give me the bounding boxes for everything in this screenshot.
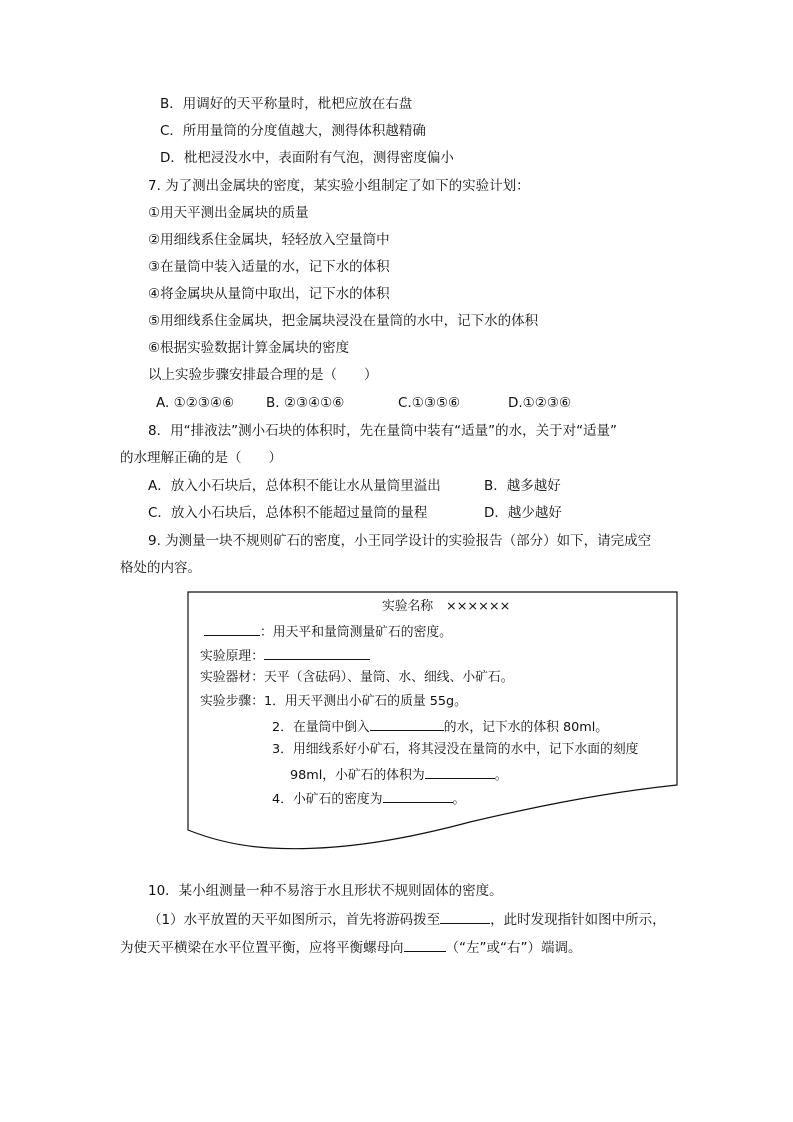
q7-step-5: ⑤用细线系住金属块，把金属块浸没在量筒的水中，记下水的体积	[148, 313, 539, 329]
report-step-2-b: 的水，记下水的体积 80ml。	[443, 720, 609, 735]
q8-option-d: D．越少越好	[484, 505, 562, 521]
q7-option-c: C.①③⑤⑥	[398, 395, 461, 411]
q7-step-3: ③在量筒中装入适量的水，记下水的体积	[148, 259, 390, 275]
report-step-3-line2	[290, 764, 507, 786]
q6-option-d: D．枇杷浸没水中，表面附有气泡，测得密度偏小	[160, 150, 454, 166]
report-step-3-b: 。	[494, 768, 508, 783]
report-purpose-line	[204, 621, 452, 643]
report-principle-line	[200, 645, 370, 667]
report-equipment: 实验器材：天平（含砝码）、量筒、水、细线、小矿石。	[200, 670, 514, 685]
step2-blank[interactable]	[370, 716, 444, 731]
report-step-1: 1．用天平测出小矿石的质量 55g。	[263, 694, 467, 709]
q10-part1-line2-b: （“左”或“右”）端调。	[445, 940, 582, 956]
q8-option-b: B．越多越好	[484, 478, 561, 494]
q9-stem-line1: 9. 为测量一块不规则矿石的密度，小王同学设计的实验报告（部分）如下，请完成空	[148, 533, 652, 549]
q7-stem: 7. 为了测出金属块的密度，某实验小组制定了如下的实验计划：	[148, 178, 530, 194]
q6-option-b: B．用调好的天平称量时，枇杷应放在右盘	[160, 96, 413, 112]
report-steps-line	[200, 692, 467, 712]
q7-step-2: ②用细线系住金属块，轻轻放入空量筒中	[148, 232, 390, 248]
q10-part1-a: （1）水平放置的天平如图所示，首先将游码拨至	[148, 912, 441, 928]
principle-blank[interactable]	[264, 645, 370, 660]
q7-option-d: D.①②③⑥	[508, 395, 572, 411]
q8-option-a: A．放入小石块后，总体积不能让水从量筒里溢出	[148, 478, 441, 494]
q10-stem: 10．某小组测量一种不易溶于水且形状不规则固体的密度。	[148, 883, 503, 899]
report-steps-label: 实验步骤：	[200, 694, 264, 709]
report-step-4-line	[272, 788, 465, 810]
q7-step-6: ⑥根据实验数据计算金属块的密度	[148, 340, 350, 356]
q8-stem-line2: 的水理解正确的是（ ）	[120, 450, 282, 466]
step4-blank[interactable]	[383, 788, 453, 803]
q7-question: 以上实验步骤安排最合理的是（ ）	[148, 367, 378, 383]
q8-option-c: C．放入小石块后，总体积不能超过量筒的量程	[148, 505, 428, 521]
q7-option-b: B. ②③④①⑥	[266, 395, 345, 411]
report-step-4-b: 。	[452, 792, 466, 807]
step3-blank[interactable]	[425, 764, 495, 779]
q9-stem-line2: 格处的内容。	[120, 560, 201, 576]
q10-blank-1[interactable]	[440, 909, 490, 924]
purpose-blank[interactable]	[204, 621, 260, 636]
q7-step-4: ④将金属块从量筒中取出，记下水的体积	[148, 286, 390, 302]
q10-part1-b: ，此时发现指针如图中所示，	[490, 912, 666, 928]
q6-option-c: C．所用量筒的分度值越大，测得体积越精确	[160, 123, 426, 139]
q7-step-1: ①用天平测出金属块的质量	[148, 205, 309, 221]
q10-part1-line2	[120, 937, 581, 958]
report-step-3-line1: 3．用细线系好小矿石，将其浸没在量筒的水中，记下水面的刻度	[272, 742, 639, 757]
report-title: 实验名称 ××××××	[382, 599, 511, 614]
report-step-2-line	[272, 716, 608, 738]
report-step-2-a: 2．在量筒中倒入	[272, 720, 370, 735]
report-principle-label: 实验原理：	[200, 649, 264, 664]
q10-part1-line2-a: 为使天平横梁在水平位置平衡，应将平衡螺母向	[120, 940, 404, 956]
q7-option-a: A. ①②③④⑥	[156, 395, 235, 411]
q10-part1-line1	[148, 909, 666, 930]
report-step-4-a: 4．小矿石的密度为	[272, 792, 383, 807]
q8-stem-line1: 8．用“排液法”测小石块的体积时，先在量筒中装有“适量”的水，关于对“适量”	[148, 423, 618, 439]
report-purpose: ：用天平和量筒测量矿石的密度。	[260, 625, 452, 640]
q10-blank-2[interactable]	[404, 937, 446, 952]
report-step-3-a: 98ml，小矿石的体积为	[290, 768, 425, 783]
